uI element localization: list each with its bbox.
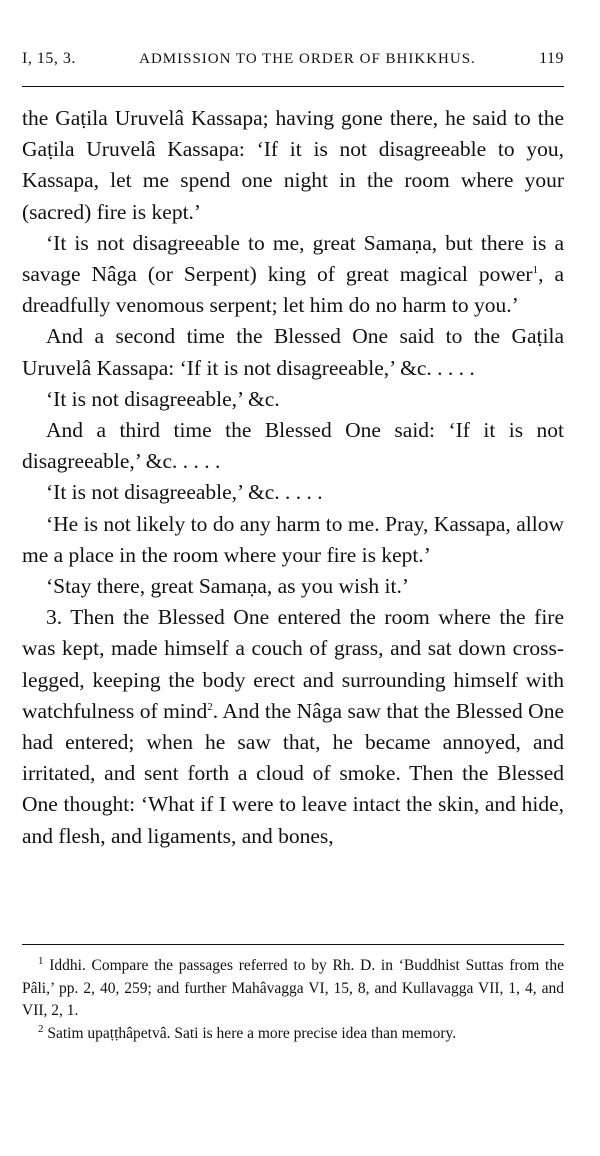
running-head [22,50,564,78]
footnote: $^1$ Iddhi. Compare the passages referred to by Rh. D. in ‘Buddhist Suttas from the Pâli,’ pp. 2, 40, 259; and further Mahâvagga VI, 15, 8, and Kullavagga VII, 1, 4, and VII, 2, 1. [22,954,564,1020]
footnote-number: 1 [38,954,44,967]
paragraph: ‘Stay there, great Samaṇa, as you wish it.’ [46,574,410,599]
paragraph: the Gaṭila Uruvelâ Kassapa; having gone there, he said to the Gaṭila Uruvelâ Kassapa: ‘If it is not disagreeable to you, Kassapa, let me spend one night in the room where your (sacred) fire is kept.’ [22,106,564,224]
paragraph: And a second time the Blessed One said to the Gaṭila Uruvelâ Kassapa: ‘If it is not disagreeable,’ &c. . . . . [22,324,564,380]
header-rule [22,86,564,87]
footnote-marker: 1 [532,263,539,276]
footnotes [22,955,564,1045]
footnote: $^2$ Satim upaṭṭhâpetvâ. Sati is here a more precise idea than memory. [38,1022,457,1042]
footnote-rule [22,944,564,945]
paragraph: ‘It is not disagreeable,’ &c. . . . . [46,480,323,505]
paragraph: ‘It is not disagreeable to me, great Samaṇa, but there is a savage Nâga (or Serpent) king of great magical power$^1$, a dreadfully venomous serpent; let him do no harm to you.’ [22,230,564,318]
page-number: 119 [539,50,564,67]
paragraph: ‘It is not disagreeable,’ &c. [46,386,280,411]
section-reference: I, 15, 3. [22,50,76,67]
footnote-marker: 2 [207,700,213,713]
footnote-number: 2 [38,1022,44,1035]
paragraph: 3. Then the Blessed One entered the room where the fire was kept, made himself a couch of grass, and sat down cross-legged, keeping the body erect and surrounding himself with watchfulness of mind$^2$. And the Nâga saw that the Blessed One had entered; when he saw that, he became annoyed, and irritated, and sent forth a cloud of smoke. Then the Blessed One thought: ‘What if I were to leave intact the skin, and hide, and flesh, and ligaments, and bones, [22,605,564,848]
running-title: ADMISSION TO THE ORDER OF BHIKKHUS. [139,51,476,67]
paragraph: And a third time the Blessed One said: ‘If it is not disagreeable,’ &c. . . . . [22,418,564,474]
paragraph: ‘He is not likely to do any harm to me. Pray, Kassapa, allow me a place in the room where your fire is kept.’ [22,511,564,567]
body-text [22,103,564,852]
